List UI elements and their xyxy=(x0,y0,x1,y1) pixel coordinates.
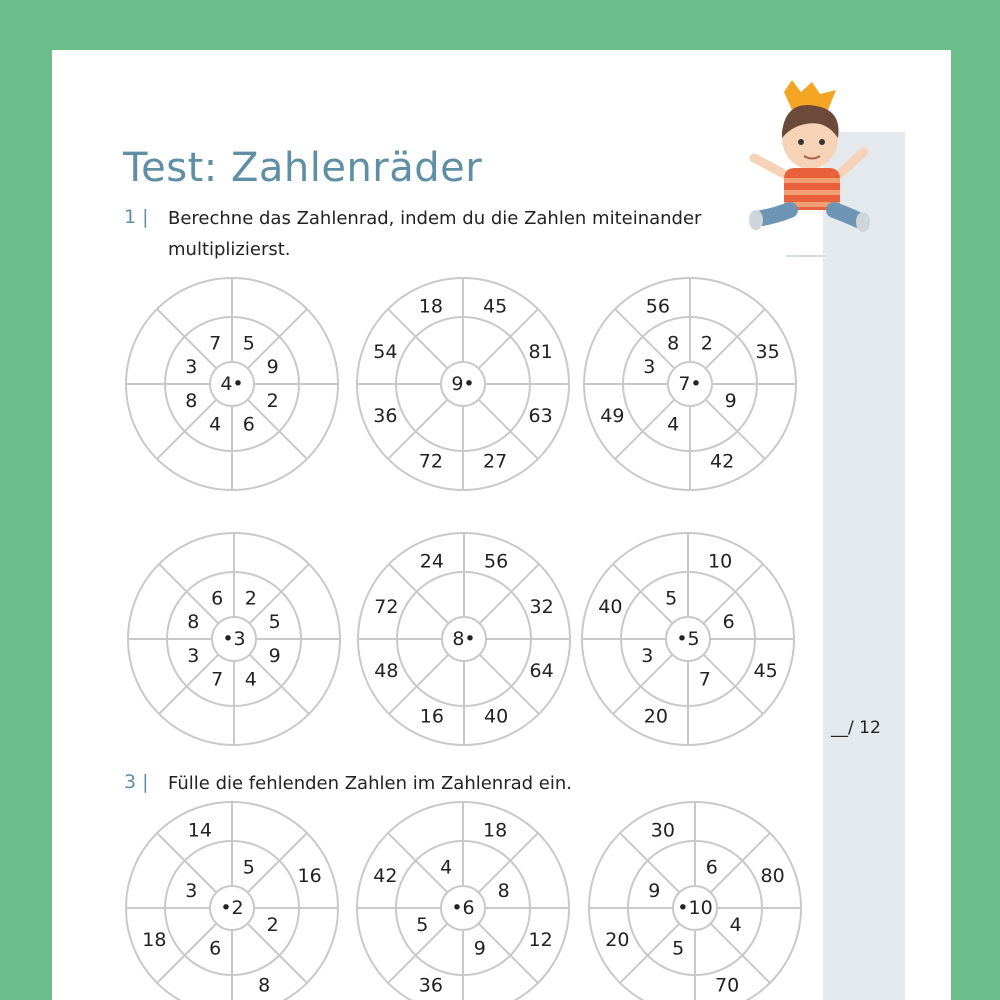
wheel-center-label: 9• xyxy=(451,373,475,395)
inner-cell: 8 xyxy=(185,389,198,412)
inner-cell: 4 xyxy=(667,413,680,436)
inner-cell: 8 xyxy=(497,880,510,903)
outer-cell: 56 xyxy=(645,295,670,318)
task-1-instruction: Berechne das Zahlenrad, indem du die Zahlen miteinander multiplizierst. xyxy=(168,208,702,260)
outer-cell: 12 xyxy=(528,929,553,952)
outer-cell: 64 xyxy=(529,660,554,683)
inner-cell: 6 xyxy=(705,856,718,879)
outer-cell: 40 xyxy=(484,705,509,728)
page-title: Test: Zahlenräder xyxy=(123,145,483,191)
outer-cell: 30 xyxy=(650,819,675,842)
wheel-center-label: •5 xyxy=(676,628,700,650)
inner-cell: 5 xyxy=(672,937,685,960)
inner-cell: 9 xyxy=(473,937,486,960)
outer-cell: 18 xyxy=(418,295,443,318)
inner-cell: 6 xyxy=(209,937,222,960)
outer-cell: 49 xyxy=(600,405,625,428)
outer-cell: 42 xyxy=(710,450,735,473)
inner-cell: 7 xyxy=(698,668,711,691)
inner-cell: 4 xyxy=(244,668,257,691)
inner-cell: 9 xyxy=(266,356,279,379)
task-3-number: 3 | xyxy=(124,771,149,793)
outer-cell: 54 xyxy=(373,340,398,363)
inner-cell: 7 xyxy=(211,668,224,691)
outer-cell: 48 xyxy=(374,660,399,683)
wheel-center-label: •10 xyxy=(677,897,713,919)
wheel-center-label: 7• xyxy=(678,373,702,395)
wheels-svg xyxy=(52,50,951,1000)
number-wheel-3 xyxy=(584,278,796,490)
score-field[interactable]: __/ 12 xyxy=(831,718,881,738)
inner-cell: 2 xyxy=(266,913,279,936)
outer-cell: 18 xyxy=(483,819,508,842)
inner-cell: 4 xyxy=(209,413,222,436)
wheel-center-label: •3 xyxy=(222,628,246,650)
outer-cell: 36 xyxy=(418,974,443,997)
inner-cell: 3 xyxy=(185,880,198,903)
outer-cell: 72 xyxy=(374,595,399,618)
inner-cell: 4 xyxy=(729,913,742,936)
wheel-center-label: •2 xyxy=(220,897,244,919)
number-wheel-7 xyxy=(126,802,338,1000)
inner-cell: 5 xyxy=(242,332,255,355)
outer-cell: 14 xyxy=(187,819,212,842)
inner-cell: 5 xyxy=(665,587,678,610)
task-3-instruction: Fülle die fehlenden Zahlen im Zahlenrad ein. xyxy=(168,773,572,794)
outer-cell: 63 xyxy=(528,405,553,428)
inner-cell: 9 xyxy=(268,644,281,667)
outer-cell: 8 xyxy=(258,974,271,997)
inner-cell: 5 xyxy=(416,913,429,936)
outer-cell: 45 xyxy=(483,295,508,318)
inner-cell: 9 xyxy=(724,389,737,412)
inner-cell: 3 xyxy=(641,644,654,667)
outer-cell: 20 xyxy=(643,705,668,728)
inner-cell: 5 xyxy=(268,611,281,634)
outer-cell: 32 xyxy=(529,595,554,618)
outer-cell: 70 xyxy=(715,974,740,997)
inner-cell: 3 xyxy=(187,644,200,667)
inner-cell: 2 xyxy=(266,389,279,412)
task-1-number: 1 | xyxy=(124,206,149,228)
inner-cell: 8 xyxy=(187,611,200,634)
outer-cell: 24 xyxy=(419,550,444,573)
outer-cell: 20 xyxy=(605,929,630,952)
inner-cell: 6 xyxy=(211,587,224,610)
number-wheel-4 xyxy=(128,533,340,745)
inner-cell: 2 xyxy=(700,332,713,355)
number-wheel-8 xyxy=(357,802,569,1000)
inner-cell: 5 xyxy=(242,856,255,879)
worksheet-page xyxy=(52,50,951,1000)
outer-cell: 40 xyxy=(598,595,623,618)
inner-cell: 2 xyxy=(244,587,257,610)
outer-cell: 16 xyxy=(297,864,322,887)
outer-cell: 27 xyxy=(483,450,508,473)
outer-cell: 72 xyxy=(418,450,443,473)
outer-cell: 45 xyxy=(753,660,778,683)
outer-cell: 36 xyxy=(373,405,398,428)
outer-cell: 42 xyxy=(373,864,398,887)
outer-cell: 16 xyxy=(419,705,444,728)
number-wheel-6 xyxy=(582,533,794,745)
number-wheel-9 xyxy=(589,802,801,1000)
inner-cell: 3 xyxy=(185,356,198,379)
outer-cell: 80 xyxy=(760,864,785,887)
wheel-center-label: •6 xyxy=(451,897,475,919)
inner-cell: 3 xyxy=(643,356,656,379)
wheel-center-label: 8• xyxy=(452,628,476,650)
outer-cell: 56 xyxy=(484,550,509,573)
wheel-center-label: 4• xyxy=(220,373,244,395)
inner-cell: 9 xyxy=(648,880,661,903)
inner-cell: 6 xyxy=(722,611,735,634)
outer-cell: 10 xyxy=(708,550,733,573)
number-wheel-5 xyxy=(358,533,570,745)
inner-cell: 8 xyxy=(667,332,680,355)
outer-cell: 35 xyxy=(755,340,780,363)
inner-cell: 6 xyxy=(242,413,255,436)
number-wheel-2 xyxy=(357,278,569,490)
outer-cell: 81 xyxy=(528,340,553,363)
outer-cell: 18 xyxy=(142,929,167,952)
inner-cell: 4 xyxy=(440,856,453,879)
number-wheel-1 xyxy=(126,278,338,490)
inner-cell: 7 xyxy=(209,332,222,355)
